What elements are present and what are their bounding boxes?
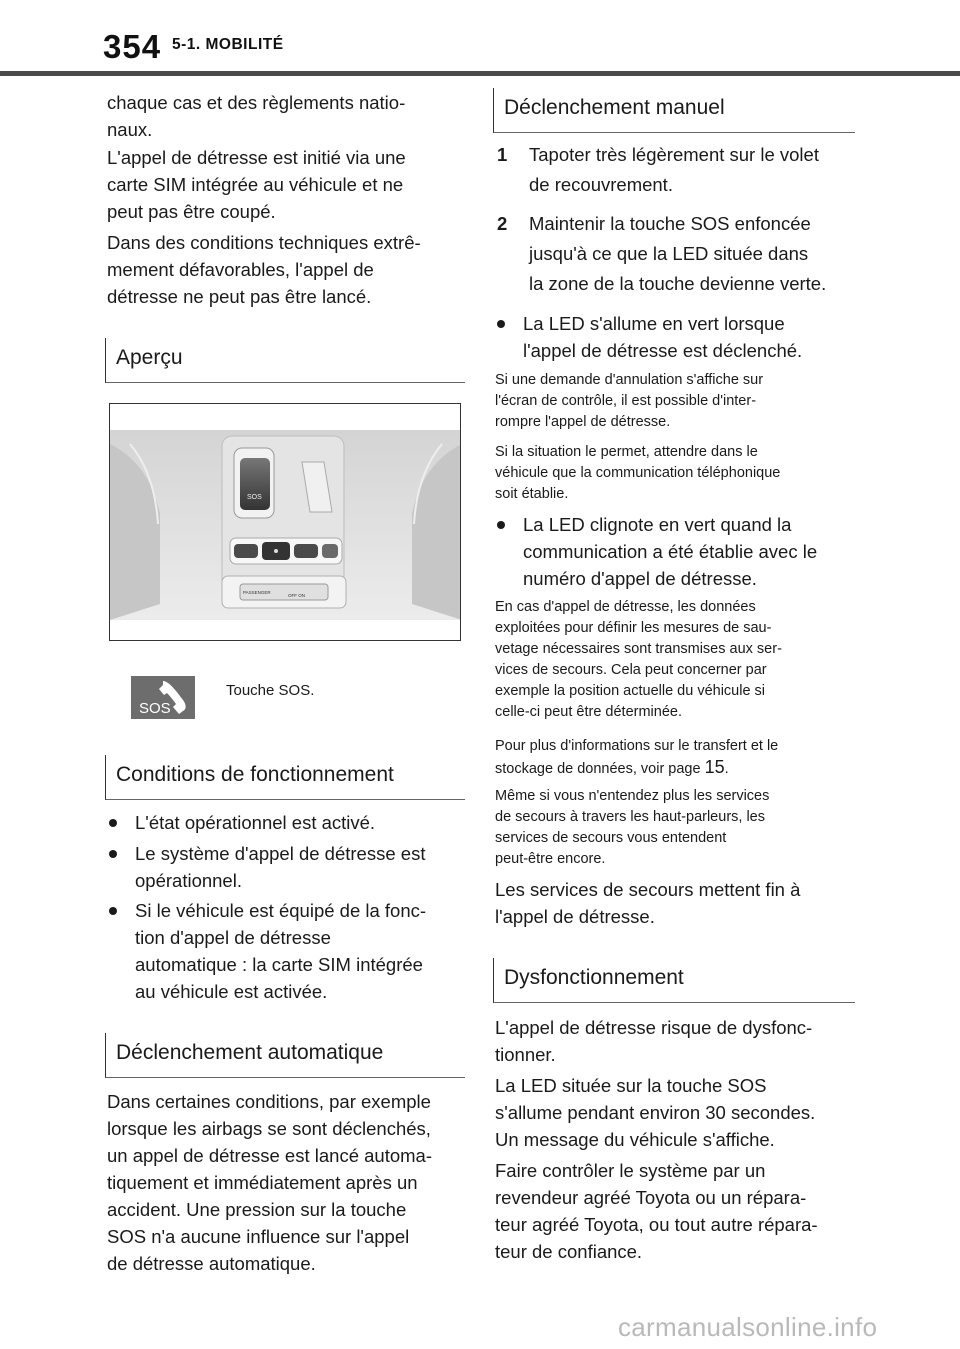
watermark: carmanualsonline.info [618,1312,878,1342]
svg-text:SOS: SOS [139,700,171,717]
intro-paragraph-3: Dans des conditions techniques extrê- mement défavorables, l'appel de détresse ne peut pas être lancé. [107,232,421,307]
sos-caption: Touche SOS. [226,682,315,699]
heading-apercu: Aperçu [105,338,465,383]
bullet-icon [497,521,505,529]
note-donnees: En cas d'appel de détresse, les données exploitées pour définir les mesures de sau- vetage nécessaires sont transmises aux ser- vices de secours. Cela peut concerner par exemple la position actuelle du véhicule si celle-ci peut être déterminée. [495,599,782,720]
dysf-paragraph-3: Faire contrôler le système par un revendeur agréé Toyota ou un répara- teur agréé Toyota, ou tout autre répara- teur de confiance. [495,1160,818,1262]
passenger-label: PASSENGER [243,590,271,595]
overhead-console-illustration [109,403,461,641]
bullet-icon [497,320,505,328]
note-attendre: Si la situation le permet, attendre dans le véhicule que la communication téléphonique soit établie. [495,444,781,502]
heading-auto: Déclenchement automatique [105,1033,465,1078]
bullet-icon [109,819,117,827]
note-annulation: Si une demande d'annulation s'affiche sur l'écran de contrôle, il est possible d'inter- rompre l'appel de détresse. [495,372,764,430]
heading-manuel: Déclenchement manuel [493,88,855,133]
heading-dysf: Dysfonctionnement [493,958,855,1003]
airbag-label: OFF ON [288,593,305,598]
sos-key-icon [131,676,195,719]
note-haut-parleurs: Même si vous n'entendez plus les services de secours à travers les haut-parleurs, les services de secours vous entendent peut-être encore. [495,788,770,867]
heading-conditions: Conditions de fonctionnement [105,755,465,800]
sos-button-label: SOS [247,494,262,501]
auto-paragraph: Dans certaines conditions, par exemple lorsque les airbags se sont déclenchés, un appel de détresse est lancé automa- tiquement et immédiatement après un accident. Une pression sur la touche SOS n'a aucune influence sur l'appel de détresse automatique. [107,1091,432,1274]
note-informations: Pour plus d'informations sur le transfert et le stockage de données, voir page 15. [495,738,779,777]
page-link[interactable]: 15 [704,757,725,777]
bullet-icon [109,907,117,915]
page-number: 354 [103,28,162,65]
section-title: 5-1. MOBILITÉ [172,36,284,53]
intro-paragraph-1: chaque cas et des règlements natio- naux. [107,92,406,140]
closing-paragraph: Les services de secours mettent fin à l'appel de détresse. [495,879,801,927]
overhead-console-drawing [110,404,461,641]
dysf-paragraph-1: L'appel de détresse risque de dysfonc- tionner. [495,1017,813,1065]
intro-paragraph-2: L'appel de détresse est initié via une carte SIM intégrée au véhicule et ne peut pas être coupé. [107,147,406,222]
bullet-icon [109,850,117,858]
header-rule [0,71,960,76]
dysf-paragraph-2: La LED située sur la touche SOS s'allume pendant environ 30 secondes. Un message du véhicule s'affiche. [495,1075,816,1150]
